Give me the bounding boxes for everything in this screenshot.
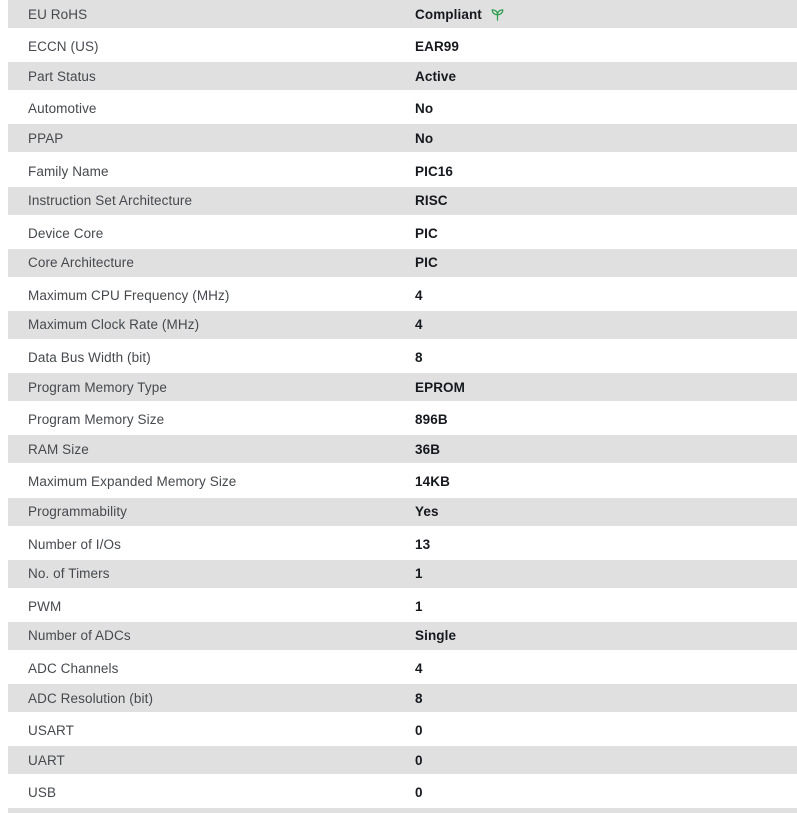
spec-value-text: 0 [415, 752, 423, 768]
table-row [8, 466, 797, 497]
table-row [8, 155, 797, 186]
spec-value-text: 0 [415, 723, 423, 739]
spec-value [415, 785, 797, 800]
table-row [8, 684, 797, 715]
spec-value-text: 4 [415, 661, 423, 677]
table-row [8, 435, 797, 466]
spec-value-text: 36B [415, 441, 441, 457]
spec-value [415, 691, 797, 706]
spec-value [415, 753, 797, 768]
spec-value-text: Active [415, 68, 457, 84]
spec-label: EU RoHS [28, 6, 88, 22]
spec-label: Instruction Set Architecture [28, 193, 193, 209]
spec-label: Maximum Expanded Memory Size [28, 474, 237, 490]
spec-label: Device Core [28, 225, 104, 241]
spec-value [415, 101, 797, 116]
spec-value-text: 14KB [415, 474, 450, 490]
table-row [8, 249, 797, 280]
spec-value [415, 288, 797, 303]
spec-value [415, 628, 797, 643]
spec-value-text: EPROM [415, 379, 466, 395]
spec-label: USART [28, 723, 75, 739]
spec-value [415, 474, 797, 489]
spec-value [415, 350, 797, 365]
spec-value-text: 896B [415, 412, 448, 428]
spec-label: ECCN (US) [28, 39, 99, 55]
spec-label: Number of I/Os [28, 536, 121, 552]
spec-value [415, 164, 797, 179]
spec-value-text: 8 [415, 350, 423, 366]
table-row [8, 404, 797, 435]
spec-label: ADC Channels [28, 661, 119, 677]
table-row [8, 560, 797, 591]
spec-value-text: 1 [415, 598, 423, 614]
spec-label: Programmability [28, 504, 128, 520]
table-row [8, 715, 797, 746]
spec-label: Program Memory Size [28, 412, 165, 428]
spec-label: RAM Size [28, 441, 89, 457]
spec-value [415, 412, 797, 427]
spec-value [415, 193, 797, 208]
spec-label: Data Bus Width (bit) [28, 350, 151, 366]
spec-value-text: No [415, 130, 434, 146]
table-row [8, 93, 797, 124]
spec-label: No. of Timers [28, 566, 110, 582]
table-row [8, 777, 797, 808]
table-row [8, 31, 797, 62]
table-row [8, 280, 797, 311]
table-row [8, 591, 797, 622]
spec-value-text: 8 [415, 690, 423, 706]
spec-value [415, 599, 797, 614]
spec-label: Maximum CPU Frequency (MHz) [28, 287, 230, 303]
spec-label: Number of ADCs [28, 628, 131, 644]
spec-value [415, 661, 797, 676]
spec-value-text: PIC16 [415, 163, 454, 179]
spec-label: Program Memory Type [28, 379, 167, 395]
table-row [8, 529, 797, 560]
spec-value [415, 442, 797, 457]
table-row [8, 124, 797, 155]
spec-label: Core Architecture [28, 255, 134, 271]
spec-label: Maximum Clock Rate (MHz) [28, 317, 200, 333]
spec-value-text: 4 [415, 317, 423, 333]
spec-value [415, 537, 797, 552]
spec-value [415, 69, 797, 84]
spec-label: ADC Resolution (bit) [28, 690, 154, 706]
spec-value-text: 0 [415, 785, 423, 801]
spec-value-text: RISC [415, 193, 448, 209]
spec-value-text: Compliant [415, 6, 482, 22]
spec-value-text: 4 [415, 287, 423, 303]
spec-value-text: 1 [415, 566, 423, 582]
table-row [8, 498, 797, 529]
spec-value [415, 255, 797, 270]
table-row [8, 62, 797, 93]
spec-value [415, 226, 797, 241]
table-row [8, 373, 797, 404]
spec-value-text: Single [415, 628, 457, 644]
spec-value-text: PIC [415, 255, 438, 271]
table-row [8, 622, 797, 653]
spec-label: Automotive [28, 101, 97, 117]
spec-value-text: PIC [415, 225, 438, 241]
table-row [8, 653, 797, 684]
table-row [8, 746, 797, 777]
spec-value [415, 380, 797, 395]
spec-value-text: Yes [415, 504, 439, 520]
spec-label: PWM [28, 598, 62, 614]
table-row [8, 342, 797, 373]
table-row [8, 187, 797, 218]
spec-value [415, 39, 797, 54]
spec-label: PPAP [28, 130, 64, 146]
spec-value-text: EAR99 [415, 39, 460, 55]
spec-value [415, 723, 797, 738]
table-row [8, 218, 797, 249]
partial-next-row [8, 808, 797, 812]
leaf-icon [490, 7, 505, 22]
spec-value-text: 13 [415, 536, 431, 552]
spec-label: USB [28, 785, 57, 801]
spec-label: Part Status [28, 68, 96, 84]
spec-label: Family Name [28, 163, 109, 179]
spec-value [415, 7, 797, 22]
spec-value [415, 504, 797, 519]
table-row [8, 0, 797, 31]
spec-value [415, 317, 797, 332]
spec-label: UART [28, 752, 65, 768]
spec-value [415, 131, 797, 146]
table-row [8, 311, 797, 342]
spec-value-text: No [415, 101, 434, 117]
spec-value [415, 566, 797, 581]
